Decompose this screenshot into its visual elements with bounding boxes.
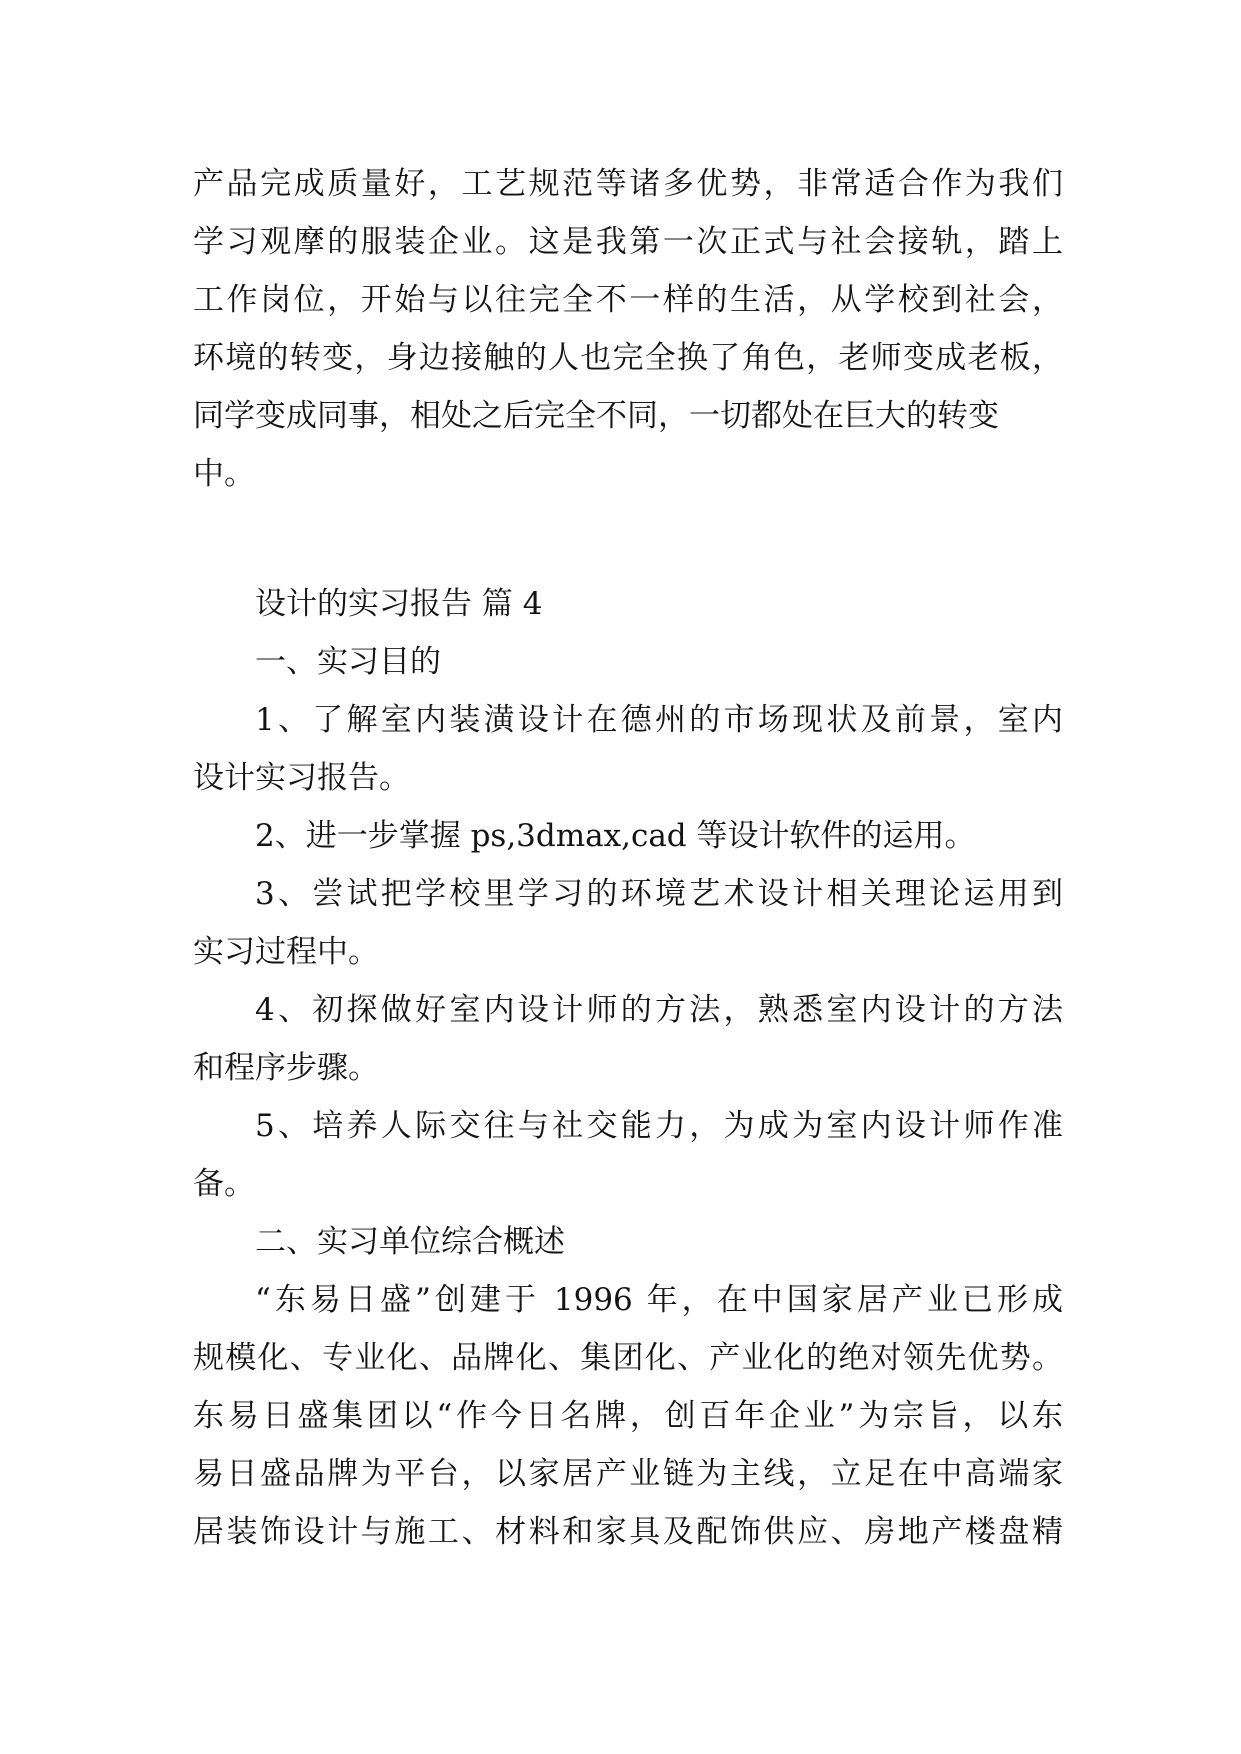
text-line: 同学变成同事，相处之后完全不同，一切都处在巨大的转变 (193, 398, 999, 434)
text-line: 5、培养人际交往与社交能力，为成为室内设计师作准 (255, 1108, 1063, 1144)
document-body (193, 155, 1063, 1561)
text-line: 4、初探做好室内设计师的方法，熟悉室内设计的方法 (255, 992, 1063, 1028)
text-line: 东易日盛集团以“作今日名牌，创百年企业”为宗旨，以东 (193, 1398, 1063, 1434)
text-line: 产品完成质量好，工艺规范等诸多优势，非常适合作为我们 (193, 166, 1063, 202)
text-line: 和程序步骤。 (193, 1050, 379, 1086)
heading-internship-purpose: 一、实习目的 (255, 644, 441, 680)
text-line: 环境的转变，身边接触的人也完全换了角色，老师变成老板， (193, 340, 1063, 376)
purpose-item-3 (193, 865, 1063, 981)
text-line: 实习过程中。 (193, 934, 379, 970)
text-line: “东易日盛”创建于 1996 年，在中国家居产业已形成 (255, 1282, 1063, 1318)
intro-paragraph (193, 155, 1063, 503)
text-line: 设计实习报告。 (193, 760, 410, 796)
text-line: 3、尝试把学校里学习的环境艺术设计相关理论运用到 (255, 876, 1063, 912)
purpose-item-4 (193, 981, 1063, 1097)
text-line: 易日盛品牌为平台，以家居产业链为主线，立足在中高端家 (193, 1456, 1063, 1492)
company-paragraph (193, 1271, 1063, 1561)
text-line: 中。 (193, 456, 255, 492)
section-title: 设计的实习报告 篇 4 (255, 586, 543, 622)
purpose-item-5 (193, 1097, 1063, 1213)
purpose-item-2 (193, 807, 1063, 865)
text-line: 工作岗位，开始与以往完全不一样的生活，从学校到社会， (193, 282, 1063, 318)
text-line: 备。 (193, 1166, 255, 1202)
text-line: 规模化、专业化、品牌化、集团化、产业化的绝对领先优势。 (193, 1340, 1063, 1376)
text-line: 2、进一步掌握 ps,3dmax,cad 等设计软件的运用。 (255, 818, 976, 854)
heading-company-overview: 二、实习单位综合概述 (255, 1224, 565, 1260)
text-line: 居装饰设计与施工、材料和家具及配饰供应、房地产楼盘精 (193, 1514, 1063, 1550)
purpose-item-1 (193, 691, 1063, 807)
text-line: 学习观摩的服装企业。这是我第一次正式与社会接轨，踏上 (193, 224, 1063, 260)
text-line: 1、了解室内装潢设计在德州的市场现状及前景，室内 (255, 702, 1063, 738)
section-spacer (193, 503, 1063, 575)
